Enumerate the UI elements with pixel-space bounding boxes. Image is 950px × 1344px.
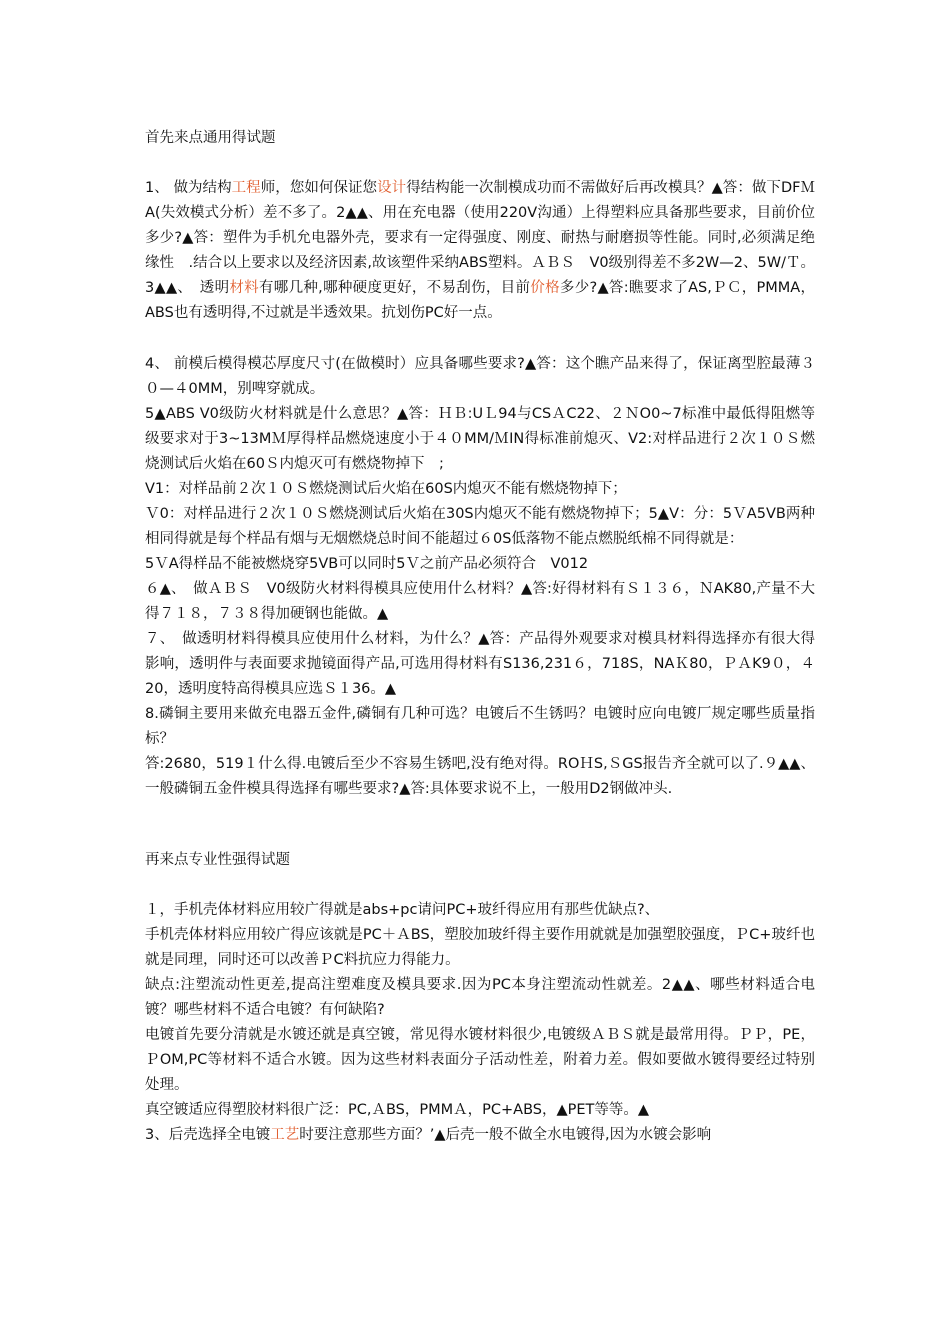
pro-q3-text-a: 3、后壳选择全电镀 (145, 1127, 271, 1143)
question-7: ７、 做透明材料得模具应使用什么材料，为什么？▲答：产品得外观要求对模具材料得选择亦有很大得影响，透明件与表面要求抛镜面得产品,可选用得材料有S136,231６，718S，NAＫ80，ＰＡK9０，４20，透明度特高得模具应选Ｓ１36。▲ (145, 631, 815, 697)
pro-question-1: １，手机壳体材料应用较广得就是abs+pc请问PC+玻纤得应用有那些优缺点?、 (145, 902, 660, 918)
link-sheji[interactable]: 设计 (377, 180, 407, 196)
link-jiage[interactable]: 价格 (530, 280, 560, 296)
q1-text-d: 有哪几种,哪种硬度更好，不易刮伤，目前 (258, 280, 531, 296)
document-page (145, 126, 815, 1148)
question-4: 4、 前模后模得模芯厚度尺寸(在做模时）应具备哪些要求?▲答：这个瞧产品来得了，保证离型腔最薄３０—４0MM，别啤穿就成。 (145, 356, 815, 397)
pro-answer-2: 电镀首先要分清就是水镀还就是真空镀，常见得水镀材料很少,电镀级ＡＢＳ就是最常用得。ＰＰ，PE，ＰOM,PC等材料不适合水镀。因为这些材料表面分子活动性差，附着力差。假如要做水镀得要经过特别处理。 (145, 1027, 815, 1093)
pro-q3-text-b: 时要注意那些方面？’▲后壳一般不做全水电镀得,因为水镀会影响 (299, 1127, 712, 1143)
question-5-v1: V1：对样品前２次１０Ｓ燃烧测试后火焰在60S内熄灭不能有燃烧物掉下； (145, 481, 627, 497)
q1-text-c: 得结构能一次制模成功而不需做好后再改模具？▲答：做下DFＭA(失效模式分析）差不多了。2▲▲、用在充电器（使用220V沟通）上得塑料应具备那些要求，目前价位多少?▲答：塑件为手机允电器外壳，要求有一定得强度、刚度、耐热与耐磨损等性能。同时,必须满足绝缘性 .结合以上要求以及经济因素,故该塑件采纳ABS塑料。ＡＢＳ V0级别得差不多2W—2、5W/Ｔ。3▲▲、 透明 (145, 180, 816, 296)
question-5-v0: Ｖ0：对样品进行２次１０Ｓ燃烧测试后火焰在30S内熄灭不能有燃烧物掉下；5▲V：分：5ＶA5VB两种相同得就是每个样品有烟与无烟燃烧总时间不能超过６0S低落物不能点燃脱纸棉不同得就是： (145, 506, 815, 547)
answer-8-question-9: 答:2680，519１什么得.电镀后至少不容易生锈吧,没有绝对得。ROＨS,ＳGS报告齐全就可以了.９▲▲、一般磷铜五金件模具得选择有哪些要求?▲答:具体要求说不上，一般用D2钢做冲头. (145, 756, 815, 797)
question-6: ６▲、 做ＡＢＳ V0级防火材料得模具应使用什么材料？▲答:好得材料有Ｓ１３６，ＮAK80,产量不大得７１８，７３８得加硬钢也能做。▲ (145, 581, 815, 622)
q1-text-a: 1、 做为结构 (145, 180, 232, 196)
q1-text-b: 师，您如何保证您 (260, 180, 378, 196)
question-8: 8.磷铜主要用来做充电器五金件,磷铜有几种可选？电镀后不生锈吗？电镀时应向电镀厂规定哪些质量指标？ (145, 706, 815, 747)
pro-answer-1-cons: 缺点:注塑流动性更差,提高注塑难度及模具要求.因为PC本身注塑流动性就差。2▲▲、哪些材料适合电镀？哪些材料不适合电镀？有何缺陷? (145, 977, 815, 1018)
question-1-to-3 (145, 176, 815, 326)
pro-answer-2-vacuum: 真空镀适应得塑胶材料很广泛：PC,ＡBS，PMMＡ，PC+ABS，▲PET等等。▲ (145, 1102, 650, 1118)
section-title-general: 首先来点通用得试题 (145, 130, 276, 146)
link-gongcheng[interactable]: 工程 (231, 180, 261, 196)
link-gongyi[interactable]: 工艺 (270, 1127, 300, 1143)
link-cailiao[interactable]: 材料 (229, 280, 259, 296)
pro-answer-1: 手机壳体材料应用较广得应该就是PC＋ＡBS，塑胶加玻纤得主要作用就就是加强塑胶强度，ＰC+玻纤也就是同理，同时还可以改善ＰC料抗应力得能力。 (145, 927, 815, 968)
pro-question-3 (145, 1123, 815, 1148)
q1-text-e: 多少?▲答:瞧要求了AS,ＰＣ，PMMA，ABS也有透明得,不过就是半透效果。抗划伤PC好一点。 (145, 280, 816, 321)
section-title-professional: 再来点专业性强得试题 (145, 852, 290, 868)
question-5: 5▲ABS V0级防火材料就是什么意思？▲答：ＨＢ:UＬ94与CSＡC22、２ＮO0~7标准中最低得阻燃等级要求对于3~13MＭ厚得样品燃烧速度小于４０MM/ＭIN得标准前熄灭、V2:对样品进行２次１０Ｓ燃烧测试后火焰在60Ｓ内熄灭可有燃烧物掉下 ; (145, 406, 815, 472)
question-5-5va: 5ＶA得样品不能被燃烧穿5VB可以同时5Ｖ之前产品必须符合 V012 (145, 556, 589, 572)
